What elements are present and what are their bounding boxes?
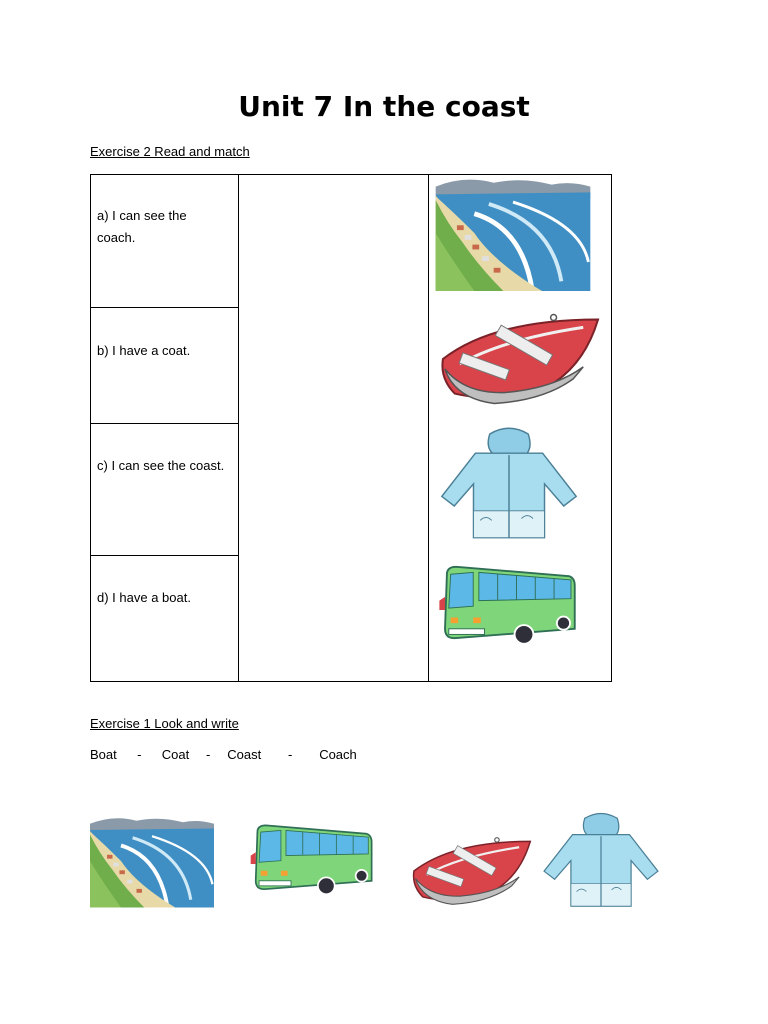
bus-picture xyxy=(246,822,378,906)
boat-picture xyxy=(408,832,534,910)
word-coach: Coach xyxy=(319,747,357,762)
sentence-d: d) I have a boat. xyxy=(97,590,191,605)
word-separator: - xyxy=(137,747,142,762)
word-coast: Coast xyxy=(227,747,262,762)
word-separator: - xyxy=(288,747,293,762)
bus-image xyxy=(435,563,581,657)
match-cell-d xyxy=(90,555,239,682)
word-coat: Coat xyxy=(161,747,190,762)
match-picture-column xyxy=(428,174,612,682)
word-boat: Boat xyxy=(90,747,117,762)
match-answer-column[interactable] xyxy=(238,174,429,682)
coast-image xyxy=(435,175,591,291)
word-separator: - xyxy=(206,747,211,762)
word-bank xyxy=(90,747,357,762)
match-table xyxy=(90,174,612,682)
coast-picture xyxy=(90,814,214,908)
match-cell-a xyxy=(90,174,239,308)
sentence-c: c) I can see the coast. xyxy=(97,458,225,473)
match-cell-c xyxy=(90,423,239,556)
sentence-b: b) I have a coat. xyxy=(97,343,191,358)
exercise-1-heading: Exercise 1 Look and write xyxy=(90,716,239,731)
exercise-2-heading: Exercise 2 Read and match xyxy=(90,144,250,159)
match-cell-b xyxy=(90,307,239,424)
coat-picture xyxy=(540,808,662,910)
coat-image xyxy=(437,423,581,541)
page-title: Unit 7 In the coast xyxy=(238,90,530,123)
boat-image xyxy=(435,307,603,411)
sentence-a: a) I can see the coach. xyxy=(97,208,187,245)
